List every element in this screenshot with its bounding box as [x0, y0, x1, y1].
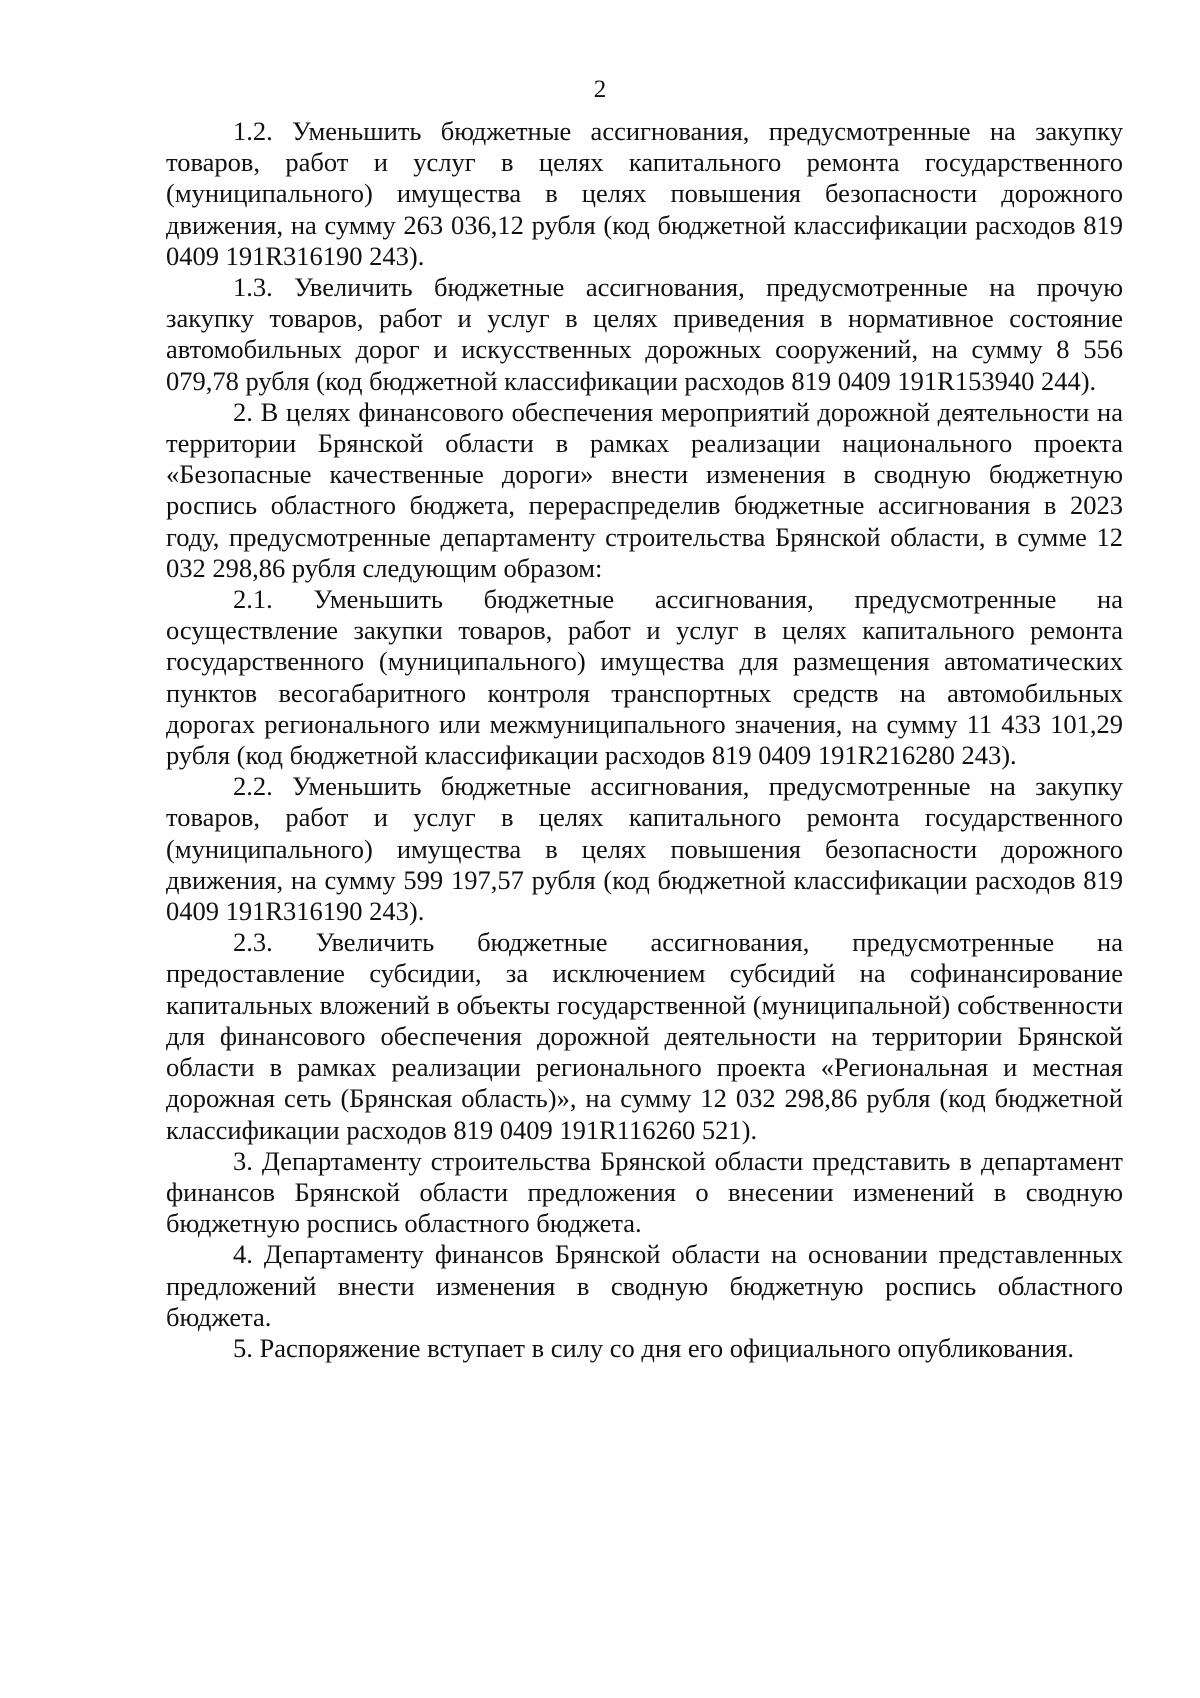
paragraph-4: 4. Департаменту финансов Брянской области на основании представленных предложений внести изменения в сводную бюджетную роспись областного бюджета. [166, 1239, 1123, 1332]
paragraph-1-3: 1.3. Увеличить бюджетные ассигнования, предусмотренные на прочую закупку товаров, работ и услуг в целях приведения в нормативное состояние автомобильных дорог и искусственных дорожных сооружений, на сумму 8 556 079,78 рубля (код бюджетной классификации расходов 819 0409 191R153940 244). [166, 272, 1123, 396]
paragraph-2-3: 2.3. Увеличить бюджетные ассигнования, предусмотренные на предоставление субсидии, за исключением субсидий на софинансирование капитальных вложений в объекты государственной (муниципальной) собственности для финансового обеспечения дорожной деятельности на территории Брянской области в рамках реализации регионального проекта «Региональная и местная дорожная сеть (Брянская область)», на сумму 12 032 298,86 рубля (код бюджетной классификации расходов 819 0409 191R116260 521). [166, 927, 1123, 1145]
page-number: 2 [593, 76, 607, 103]
paragraph-2-1: 2.1. Уменьшить бюджетные ассигнования, предусмотренные на осуществление закупки товаров, работ и услуг в целях капитального ремонта государственного (муниципального) имущества для размещения автоматических пунктов весогабаритного контроля транспортных средств на автомобильных дорогах регионального или межмуниципального значения, на сумму 11 433 101,29 рубля (код бюджетной классификации расходов 819 0409 191R216280 243). [166, 584, 1123, 771]
document-body [166, 116, 1123, 1364]
paragraph-1-2: 1.2. Уменьшить бюджетные ассигнования, предусмотренные на закупку товаров, работ и услуг в целях капитального ремонта государственного (муниципального) имущества в целях повышения безопасности дорожного движения, на сумму 263 036,12 рубля (код бюджетной классификации расходов 819 0409 191R316190 243). [166, 116, 1123, 271]
paragraph-3: 3. Департаменту строительства Брянской области представить в департамент финансов Брянской области предложения о внесении изменений в сводную бюджетную роспись областного бюджета. [166, 1145, 1123, 1239]
paragraph-2: 2. В целях финансового обеспечения мероприятий дорожной деятельности на территории Брянской области в рамках реализации национального проекта «Безопасные качественные дороги» внести изменения в сводную бюджетную роспись областного бюджета, перераспределив бюджетные ассигнования в 2023 году, предусмотренные департаменту строительства Брянской области, в сумме 12 032 298,86 рубля следующим образом: [166, 396, 1123, 583]
paragraph-5: 5. Распоряжение вступает в силу со дня его официального опубликования. [233, 1332, 1074, 1363]
paragraph-2-2: 2.2. Уменьшить бюджетные ассигнования, предусмотренные на закупку товаров, работ и услуг в целях капитального ремонта государственного (муниципального) имущества в целях повышения безопасности дорожного движения, на сумму 599 197,57 рубля (код бюджетной классификации расходов 819 0409 191R316190 243). [166, 771, 1123, 927]
